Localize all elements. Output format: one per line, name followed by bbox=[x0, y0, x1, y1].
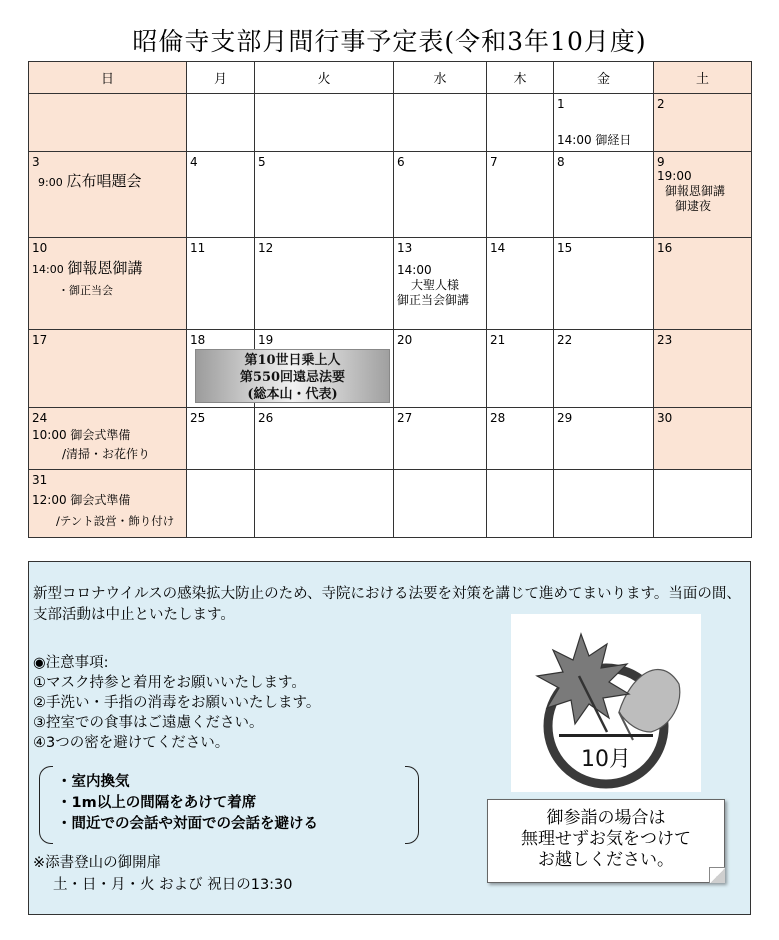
day-cell-empty bbox=[394, 94, 487, 152]
day-number: 29 bbox=[557, 411, 573, 425]
bracket-item: ・1m以上の間隔をあけて着席 bbox=[57, 795, 257, 811]
day-number: 27 bbox=[397, 411, 413, 425]
day-cell-27 bbox=[394, 408, 487, 470]
day-number: 17 bbox=[32, 333, 48, 347]
day-number: 6 bbox=[397, 155, 405, 169]
day-cell-20 bbox=[394, 330, 487, 408]
week-row-4 bbox=[29, 330, 752, 408]
day-cell-25 bbox=[187, 408, 255, 470]
day-cell-empty bbox=[187, 94, 255, 152]
day-cell-28 bbox=[487, 408, 554, 470]
month-label: 10月 bbox=[581, 747, 631, 772]
precaution-item: ①マスク持参と着用をお願いいたします。 bbox=[33, 675, 306, 691]
day-cell-1 bbox=[554, 94, 654, 152]
day-cell-15 bbox=[554, 238, 654, 330]
event-sub: /テント設営・飾り付け bbox=[56, 514, 175, 528]
weekday-sunday: 日 bbox=[29, 62, 187, 94]
day-number: 8 bbox=[557, 155, 565, 169]
day-number: 19 bbox=[258, 333, 274, 347]
day-cell-8 bbox=[554, 152, 654, 238]
day-number: 21 bbox=[490, 333, 506, 347]
day-number: 14 bbox=[490, 241, 506, 255]
day-number: 9 bbox=[657, 155, 665, 169]
day-cell-empty bbox=[187, 470, 255, 538]
event-name: 御報恩御講 bbox=[67, 259, 143, 277]
day-cell-21 bbox=[487, 330, 554, 408]
event-name: 御経日 bbox=[595, 133, 632, 147]
notice-panel bbox=[28, 561, 751, 915]
week-row-2 bbox=[29, 152, 752, 238]
precaution-item: ③控室での食事はご遠慮ください。 bbox=[33, 715, 264, 731]
opening-title: ※添書登山の御開扉 bbox=[33, 855, 162, 871]
day-cell-empty bbox=[554, 470, 654, 538]
opening-info bbox=[33, 852, 293, 896]
day-number: 30 bbox=[657, 411, 673, 425]
precaution-item: ④3つの密を避けてください。 bbox=[33, 735, 230, 751]
banner-line: 第550回遠忌法要 bbox=[239, 370, 346, 385]
day-number: 4 bbox=[190, 155, 198, 169]
day-cell-empty bbox=[394, 470, 487, 538]
day-cell-empty bbox=[654, 470, 752, 538]
event-time: 14:00 bbox=[32, 263, 64, 276]
day-cell-9 bbox=[654, 152, 752, 238]
right-bracket bbox=[405, 766, 419, 844]
day-cell-23 bbox=[654, 330, 752, 408]
weekday-saturday: 土 bbox=[654, 62, 752, 94]
event-name: 大聖人様 bbox=[411, 278, 460, 292]
day-number: 23 bbox=[657, 333, 673, 347]
weekday-thursday: 木 bbox=[487, 62, 554, 94]
day-cell-empty bbox=[487, 470, 554, 538]
opening-time: 土・日・月・火 および 祝日の13:30 bbox=[53, 877, 293, 893]
weekday-header-row bbox=[29, 62, 752, 94]
day-cell-2 bbox=[654, 94, 752, 152]
event-time: 14:00 bbox=[397, 263, 432, 277]
notice-paragraph: 新型コロナウイルスの感染拡大防止のため、寺院における法要を対策を講じて進めてまいります。当面の間、支部活動は中止といたします。 bbox=[33, 586, 741, 623]
weekday-tuesday: 火 bbox=[255, 62, 394, 94]
day-cell-11 bbox=[187, 238, 255, 330]
bracket-item: ・間近での会話や対面での会話を避ける bbox=[57, 816, 318, 832]
week-row-1 bbox=[29, 94, 752, 152]
day-cell-13 bbox=[394, 238, 487, 330]
day-cell-7 bbox=[487, 152, 554, 238]
day-cell-14 bbox=[487, 238, 554, 330]
event-name: 10:00 御会式準備 bbox=[32, 428, 131, 442]
day-number: 7 bbox=[490, 155, 498, 169]
weekday-monday: 月 bbox=[187, 62, 255, 94]
left-bracket bbox=[39, 766, 53, 844]
day-number: 26 bbox=[258, 411, 274, 425]
day-cell-26 bbox=[255, 408, 394, 470]
autumn-leaves-icon bbox=[511, 614, 701, 792]
day-number: 5 bbox=[258, 155, 266, 169]
card-line: 無理せずお気をつけて bbox=[521, 829, 691, 849]
day-number: 10 bbox=[32, 241, 48, 255]
day-number: 11 bbox=[190, 241, 206, 255]
day-number: 2 bbox=[657, 97, 665, 111]
day-number: 28 bbox=[490, 411, 506, 425]
week-row-6 bbox=[29, 470, 752, 538]
day-number: 16 bbox=[657, 241, 673, 255]
day-cell-empty bbox=[255, 470, 394, 538]
banner-line: 第10世日乗上人 bbox=[244, 353, 341, 368]
event-name: 御報恩御講 bbox=[665, 184, 726, 198]
day-number: 3 bbox=[32, 155, 40, 169]
day-number: 25 bbox=[190, 411, 206, 425]
bracket-item: ・室内換気 bbox=[57, 774, 130, 790]
event-name: 御正当会御講 bbox=[397, 293, 470, 307]
precaution-item: ②手洗い・手指の消毒をお願いいたします。 bbox=[33, 695, 321, 711]
week-row-3 bbox=[29, 238, 752, 330]
day-cell-17 bbox=[29, 330, 187, 408]
day-cell-5 bbox=[255, 152, 394, 238]
day-number: 12 bbox=[258, 241, 274, 255]
day-cell-10 bbox=[29, 238, 187, 330]
week-row-5 bbox=[29, 408, 752, 470]
day-number: 15 bbox=[557, 241, 573, 255]
day-number: 13 bbox=[397, 241, 413, 255]
day-number: 22 bbox=[557, 333, 573, 347]
day-cell-22 bbox=[554, 330, 654, 408]
day-cell-29 bbox=[554, 408, 654, 470]
day-number: 1 bbox=[557, 97, 565, 111]
event-name: 広布唱題会 bbox=[66, 172, 142, 190]
day-number: 24 bbox=[32, 411, 48, 425]
banner-line: (総本山・代表) bbox=[247, 387, 338, 402]
calendar-table bbox=[28, 61, 752, 538]
visit-note-card bbox=[487, 799, 725, 883]
memorial-banner bbox=[195, 349, 390, 403]
event-name: 12:00 御会式準備 bbox=[32, 493, 131, 507]
day-cell-24 bbox=[29, 408, 187, 470]
weekday-wednesday: 水 bbox=[394, 62, 487, 94]
event-sub: ・御正当会 bbox=[58, 284, 113, 297]
weekday-friday: 金 bbox=[554, 62, 654, 94]
day-cell-12 bbox=[255, 238, 394, 330]
bracket-box bbox=[39, 766, 419, 844]
day-cell-4 bbox=[187, 152, 255, 238]
precautions-title: ◉注意事項: bbox=[33, 655, 109, 671]
day-cell-6 bbox=[394, 152, 487, 238]
event-time: 9:00 bbox=[38, 176, 63, 189]
day-cell-empty bbox=[29, 94, 187, 152]
event-time: 14:00 bbox=[557, 133, 592, 147]
page-curl-icon bbox=[709, 867, 725, 883]
day-number: 31 bbox=[32, 473, 48, 487]
event-time: 19:00 bbox=[657, 169, 692, 183]
day-cell-31 bbox=[29, 470, 187, 538]
day-cell-16 bbox=[654, 238, 752, 330]
day-number: 20 bbox=[397, 333, 413, 347]
day-cell-30 bbox=[654, 408, 752, 470]
card-line: お越しください。 bbox=[538, 850, 674, 870]
event-name: 御逮夜 bbox=[675, 199, 712, 213]
day-cell-empty bbox=[255, 94, 394, 152]
page-title: 昭倫寺支部月間行事予定表(令和3年10月度) bbox=[132, 27, 647, 56]
day-cell-empty bbox=[487, 94, 554, 152]
day-number: 18 bbox=[190, 333, 206, 347]
card-line: 御参詣の場合は bbox=[546, 808, 666, 828]
day-cell-3 bbox=[29, 152, 187, 238]
event-sub: /清掃・お花作り bbox=[62, 447, 151, 461]
precautions-list bbox=[33, 653, 320, 753]
